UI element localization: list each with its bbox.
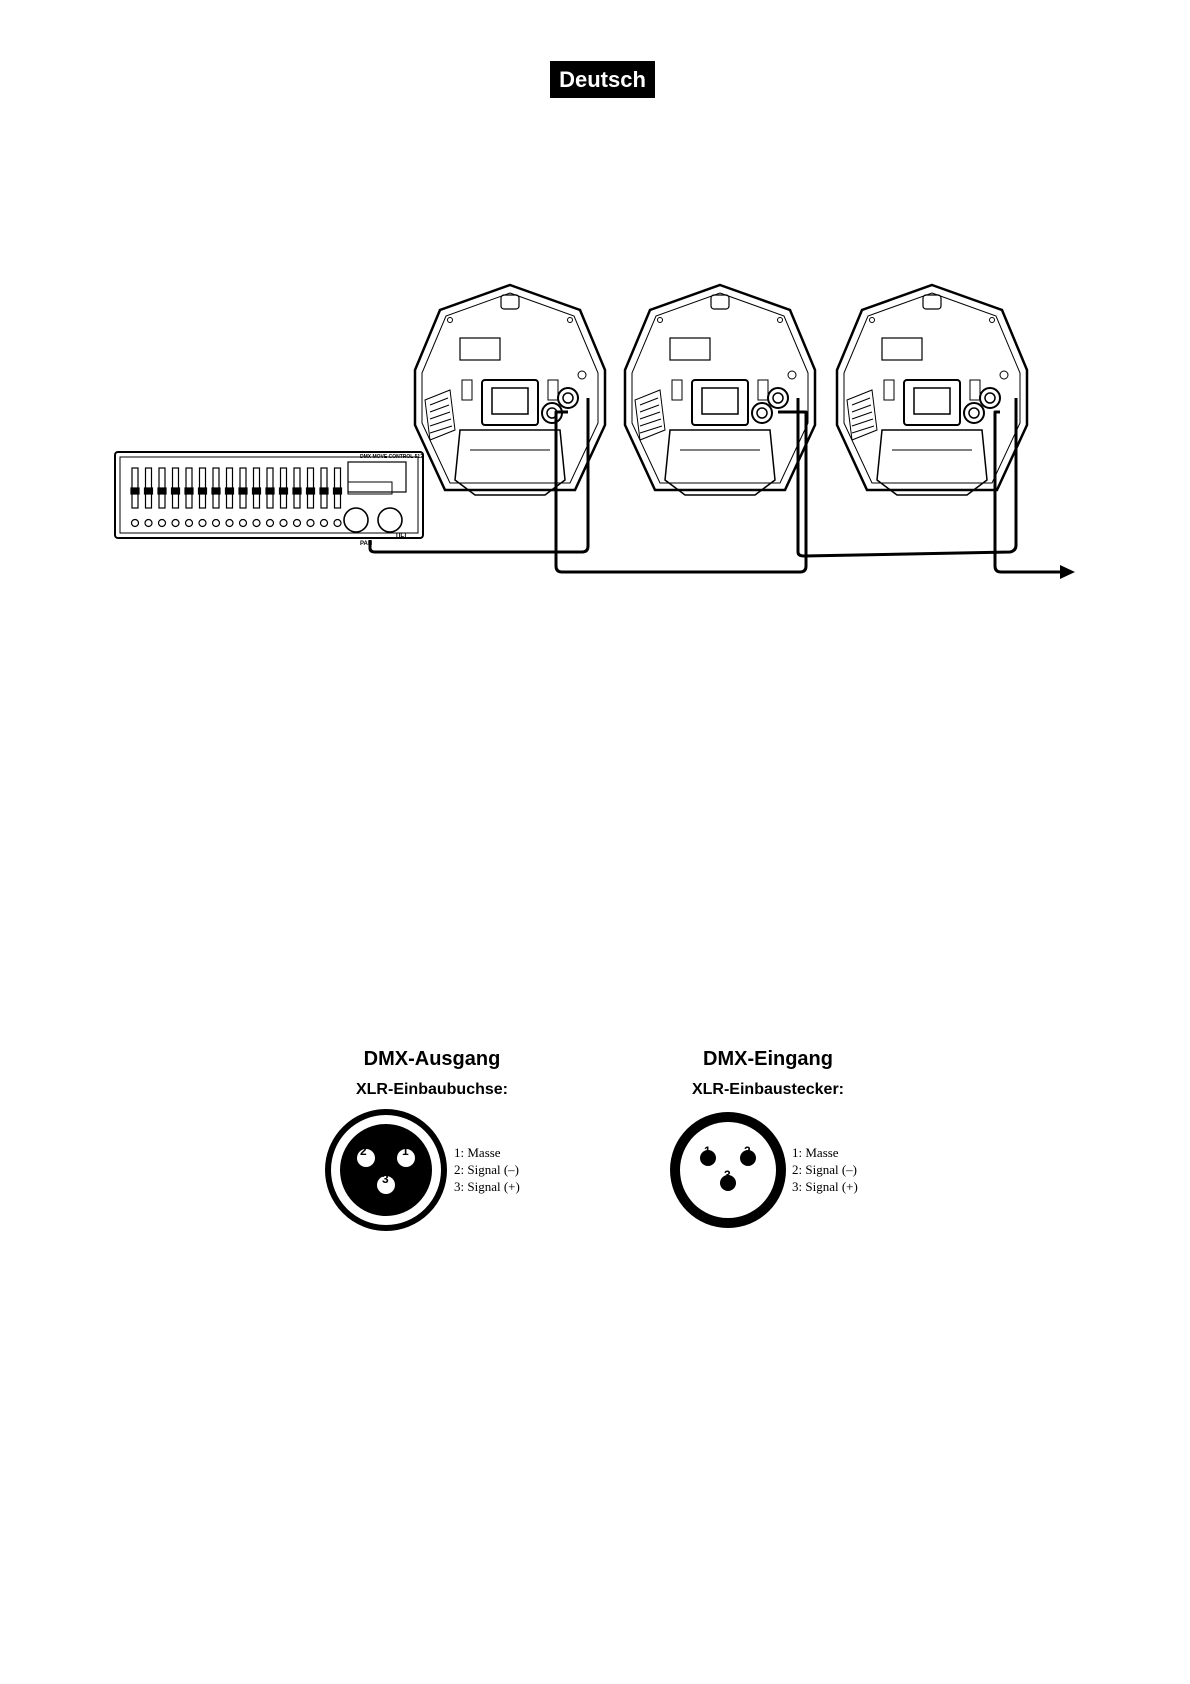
controller-model-label: DMX MOVE CONTROL 512: [360, 454, 423, 460]
fader-knob: [131, 488, 139, 494]
language-badge: Deutsch: [550, 61, 655, 98]
male-pin-label-3: 3: [724, 1168, 731, 1182]
fader-knob: [145, 488, 153, 494]
input-title: DMX-Eingang: [703, 1048, 833, 1070]
fader-knob: [172, 488, 180, 494]
fader-knob: [280, 488, 288, 494]
output-pin-1: 1: Masse: [454, 1145, 501, 1160]
output-pin-2: 2: Signal (–): [454, 1162, 519, 1177]
male-pin-label-1: 1: [704, 1144, 711, 1158]
female-pin-label-3: 3: [382, 1172, 389, 1186]
input-subtitle: XLR-Einbaustecker:: [691, 1081, 845, 1098]
fixture-1: [415, 285, 605, 495]
fader-knob: [293, 488, 301, 494]
fader-knob: [212, 488, 220, 494]
fixture-2: [625, 285, 815, 495]
fader-knob: [307, 488, 315, 494]
xlr-female-connector: [328, 1112, 444, 1228]
fixture-3: [837, 285, 1027, 495]
input-pin-list: [792, 1144, 858, 1195]
tilt-label: TILT: [395, 533, 408, 539]
input-pin-1: 1: Masse: [792, 1145, 839, 1160]
dmx-controller: [115, 452, 423, 547]
fader-knob: [266, 488, 274, 494]
female-pin-label-2: 2: [360, 1144, 367, 1158]
output-pin-3: 3: Signal (+): [454, 1179, 520, 1194]
fader-knob: [239, 488, 247, 494]
cable-arrow: [1060, 565, 1075, 579]
pan-label: PAN: [360, 541, 373, 547]
output-subtitle: XLR-Einbaubuchse:: [355, 1081, 508, 1098]
male-pin-label-2: 2: [744, 1144, 751, 1158]
input-pin-3: 3: Signal (+): [792, 1179, 858, 1194]
female-pin-label-1: 1: [402, 1144, 409, 1158]
fader-knob: [158, 488, 166, 494]
output-pin-list: [454, 1144, 520, 1195]
fader-knob: [185, 488, 193, 494]
input-pin-2: 2: Signal (–): [792, 1162, 857, 1177]
fader-knob: [253, 488, 261, 494]
fader-knob: [199, 488, 207, 494]
fader-knob: [320, 488, 328, 494]
output-title: DMX-Ausgang: [363, 1048, 501, 1070]
fader-knob: [226, 488, 234, 494]
fader-knob: [334, 488, 342, 494]
